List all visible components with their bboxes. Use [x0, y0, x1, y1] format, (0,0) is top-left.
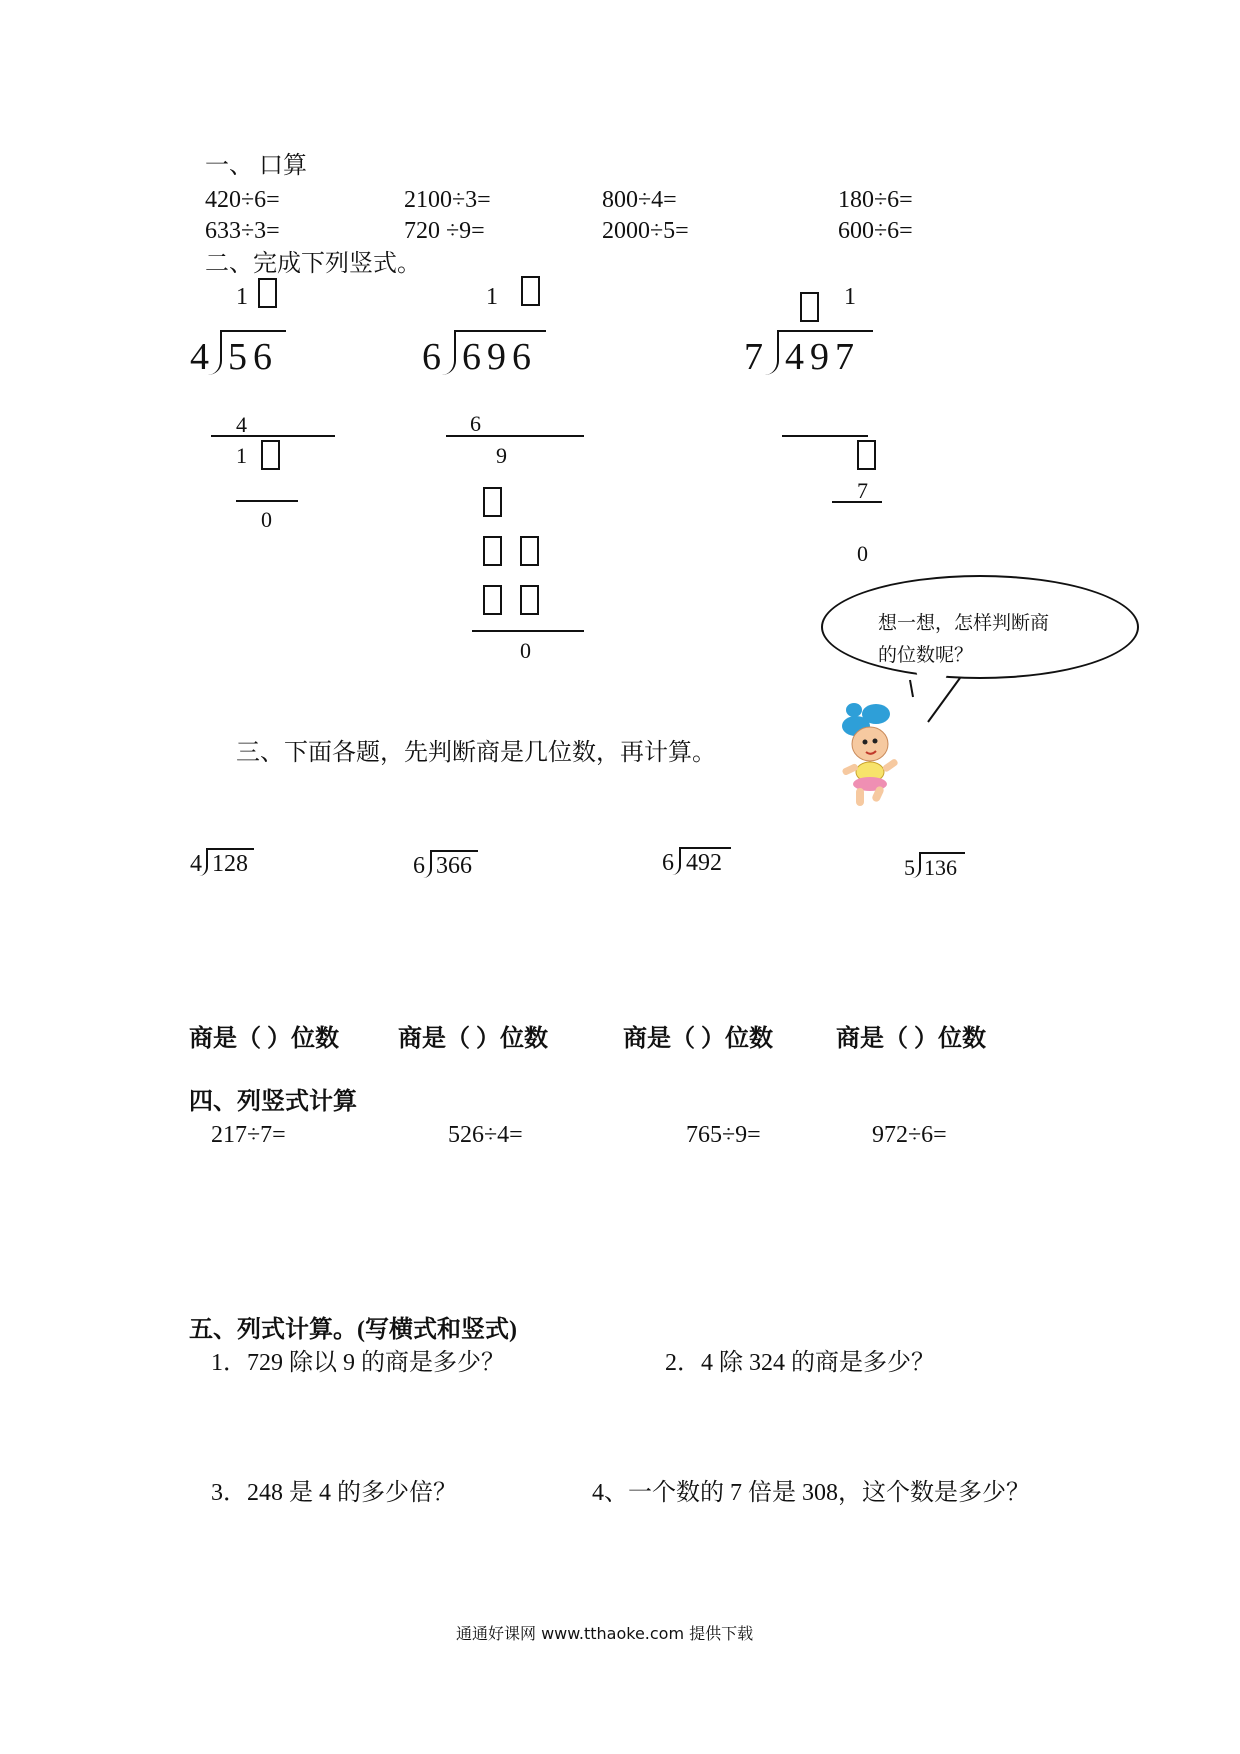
vertical-item: 765÷9=: [686, 1122, 761, 1148]
division-bracket: [763, 331, 779, 375]
step-digit: 4: [236, 412, 247, 437]
subtraction-line: [446, 435, 584, 437]
divisor: 7: [744, 336, 769, 378]
division-bracket: [670, 849, 681, 875]
section2-title: 二、完成下列竖式。: [205, 251, 421, 277]
bubble-text-line2: 的位数呢？: [878, 644, 974, 666]
section4-title: 四、列竖式计算: [189, 1089, 357, 1115]
word-problem: 2．4 除 324 的商是多少？: [665, 1350, 935, 1376]
oral-item: 720 ÷9=: [404, 218, 485, 244]
answer-box[interactable]: [521, 276, 540, 306]
step-digit: 7: [857, 478, 868, 503]
vinculum: [220, 330, 286, 332]
answer-box[interactable]: [520, 536, 539, 566]
divisor: 6: [662, 850, 674, 876]
answer-box[interactable]: [483, 585, 502, 615]
digit-answer: 商是（ ）位数: [836, 1026, 986, 1052]
remainder: 0: [261, 507, 272, 532]
dividend: 366: [436, 853, 472, 879]
answer-box[interactable]: [483, 536, 502, 566]
quotient-digit: 1: [486, 284, 498, 310]
word-problem: 1．729 除以 9 的商是多少？: [211, 1350, 505, 1376]
divisor: 4: [190, 336, 215, 378]
answer-box[interactable]: [483, 487, 502, 517]
answer-box[interactable]: [520, 585, 539, 615]
section1-title: 一、 口算: [205, 153, 307, 179]
subtraction-line: [782, 435, 868, 437]
divisor: 5: [904, 855, 915, 880]
oral-item: 800÷4=: [602, 187, 677, 213]
vertical-item: 217÷7=: [211, 1122, 286, 1148]
division-bracket: [440, 331, 456, 375]
vertical-item: 526÷4=: [448, 1122, 523, 1148]
section3-title: 三、下面各题，先判断商是几位数，再计算。: [236, 740, 716, 766]
oral-item: 600÷6=: [838, 218, 913, 244]
vinculum: [454, 330, 546, 332]
step-digit: 1: [236, 443, 247, 468]
answer-box[interactable]: [261, 440, 280, 470]
vinculum: [777, 330, 873, 332]
dividend: 56: [228, 336, 278, 378]
division-bracket: [910, 854, 921, 878]
subtraction-line: [832, 501, 882, 503]
divisor: 4: [190, 851, 202, 877]
oral-item: 2000÷5=: [602, 218, 689, 244]
oral-item: 633÷3=: [205, 218, 280, 244]
dividend: 136: [924, 855, 957, 880]
vertical-item: 972÷6=: [872, 1122, 947, 1148]
bubble-text-line1: 想一想，怎样判断商: [878, 612, 1050, 634]
oral-item: 420÷6=: [205, 187, 280, 213]
section5-title: 五、列式计算。(写横式和竖式): [189, 1317, 517, 1343]
division-bracket: [421, 852, 432, 878]
footer-text: 通通好课网 www.tthaoke.com 提供下载: [456, 1624, 754, 1643]
word-problem: 4、一个数的 7 倍是 308，这个数是多少？: [592, 1480, 1030, 1506]
subtraction-line: [236, 500, 298, 502]
answer-box[interactable]: [258, 278, 277, 308]
digit-answer: 商是（ ）位数: [398, 1026, 548, 1052]
answer-box[interactable]: [857, 440, 876, 470]
dividend: 128: [212, 851, 248, 877]
dividend: 696: [462, 336, 537, 378]
answer-box[interactable]: [800, 292, 819, 322]
division-bracket: [197, 850, 208, 876]
remainder: 0: [520, 638, 531, 663]
quotient-digit: 1: [844, 284, 856, 310]
step-digit: 6: [470, 411, 481, 436]
quotient-digit: 1: [236, 284, 248, 310]
subtraction-line: [211, 435, 335, 437]
dividend: 492: [686, 850, 722, 876]
dividend: 497: [785, 336, 860, 378]
vinculum: [919, 852, 965, 854]
digit-answer: 商是（ ）位数: [189, 1026, 339, 1052]
cartoon-girl-illustration: [832, 700, 912, 810]
remainder: 0: [857, 541, 868, 566]
digit-answer: 商是（ ）位数: [623, 1026, 773, 1052]
bubble-tail: [900, 660, 980, 726]
step-digit: 9: [496, 443, 507, 468]
oral-item: 180÷6=: [838, 187, 913, 213]
divisor: 6: [413, 853, 425, 879]
divisor: 6: [422, 336, 447, 378]
subtraction-line: [472, 630, 584, 632]
division-bracket: [206, 331, 222, 375]
word-problem: 3．248 是 4 的多少倍？: [211, 1480, 457, 1506]
oral-item: 2100÷3=: [404, 187, 491, 213]
